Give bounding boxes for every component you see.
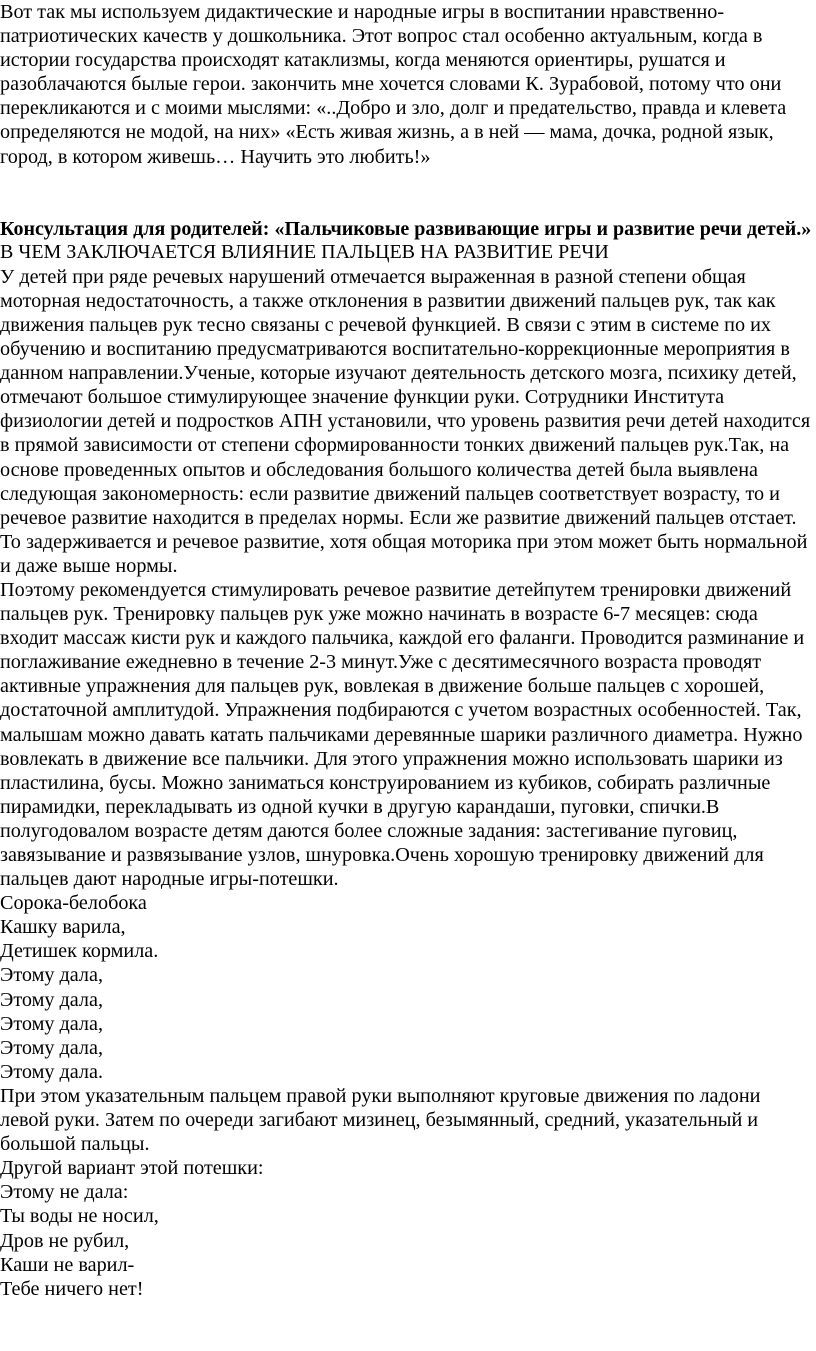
poem-line: Этому не дала: — [0, 1181, 129, 1204]
poem-two — [0, 1180, 812, 1300]
consultation-title: Консультация для родителей: «Пальчиковые развивающие игры и развитие речи детей.» — [0, 217, 812, 240]
paragraph-recommendation: Поэтому рекомендуется стимулировать речевое развитие детейпутем тренировки движений пальцев рук. Тренировку пальцев рук уже можно начинать в возрасте 6-7 месяцев: сюда входит массаж кисти рук и каждого пальчика, каждой его фаланги. Проводится разминание и поглаживание ежедневно в течение 2-3 минут.Уже с десятимесячного возраста проводят активные упражнения для пальцев рук, вовлекая в движение больше пальцев с хорошей, достаточной амплитудой. Упражнения подбираются с учетом возрастных особенностей. Так, малышам можно давать катать пальчиками деревянные шарики различного диаметра. Нужно вовлекать в движение все пальчики. Для этого упражнения можно использовать шарики из пластилина, бусы. Можно заниматься конструированием из кубиков, собирать различные пирамидки, перекладывать из одной кучки в другую карандаши, пуговки, спички.В полугодовалом возрасте детям даются более сложные задания: застегивание пуговиц, завязывание и развязывание узлов, шнуровка.Очень хорошую тренировку движений для пальцев дают народные игры-потешки. — [0, 578, 805, 891]
blank-line — [0, 169, 812, 217]
poem-line: Сорока-белобока — [0, 892, 147, 915]
poem-line: Этому дала, — [0, 1012, 103, 1035]
poem-line: Этому дала, — [0, 988, 103, 1011]
poem-line: Дров не рубил, — [0, 1229, 130, 1252]
paragraph-influence: У детей при ряде речевых нарушений отмечается выраженная в разной степени общая моторная недостаточность, а также отклонения в развитии движений пальцев рук, так как движения пальцев рук тесно связаны с речевой функцией. В связи с этим в системе по их обучению и воспитанию предусматриваются воспитательно-коррекционные мероприятия в данном направлении.Ученые, которые изучают деятельность детского мозга, психику детей, отмечают большое стимулирующее значение функции руки. Сотрудники Института физиологии детей и подростков АПН установили, что уровень развития речи детей находится в прямой зависимости от степени сформированности тонких движений пальцев рук.Так, на основе проведенных опытов и обследования большого количества детей была выявлена следующая закономерность: если развитие движений пальцев соответствует возрасту, то и речевое развитие находится в пределах нормы. Если же развитие движений пальцев отстает. То задерживается и речевое развитие, хотя общая моторика при этом может быть нормальной и даже выше нормы. — [0, 265, 811, 577]
poem-line: Этому дала, — [0, 1036, 103, 1059]
poem-line: Ты воды не носил, — [0, 1205, 159, 1228]
poem-one — [0, 891, 812, 1084]
poem-line: Тебе ничего нет! — [0, 1277, 144, 1300]
poem-line: Каши не варил- — [0, 1253, 135, 1276]
variant-intro: Другой вариант этой потешки: — [0, 1157, 264, 1180]
poem-line: Этому дала, — [0, 964, 103, 987]
intro-paragraph: Вот так мы используем дидактические и народные игры в воспитании нравственно-патриотических качеств у дошкольника. Этот вопрос стал особенно актуальным, когда в истории государства происходят катаклизмы, когда меняются ориентиры, рушатся и разоблачаются былые герои. закончить мне хочется словами К. Зурабовой, потому что они перекликаются и с моими мыслями: «..Добро и зло, долг и предательство, правда и клевета определяются не модой, на них» «Есть живая жизнь, а в ней — мама, дочка, родной язык, город, в котором живешь… Научить это любить!» — [0, 1, 787, 168]
paragraph-instruction: При этом указательным пальцем правой руки выполняют круговые движения по ладони левой руки. Затем по очереди загибают мизинец, безымянный, средний, указательный и большой пальцы. — [0, 1084, 761, 1156]
section-heading: В ЧЕМ ЗАКЛЮЧАЕТСЯ ВЛИЯНИЕ ПАЛЬЦЕВ НА РАЗВИТИЕ РЕЧИ — [0, 241, 609, 264]
poem-line: Детишек кормила. — [0, 940, 159, 963]
poem-line: Этому дала. — [0, 1060, 103, 1083]
poem-line: Кашку варила, — [0, 916, 126, 939]
